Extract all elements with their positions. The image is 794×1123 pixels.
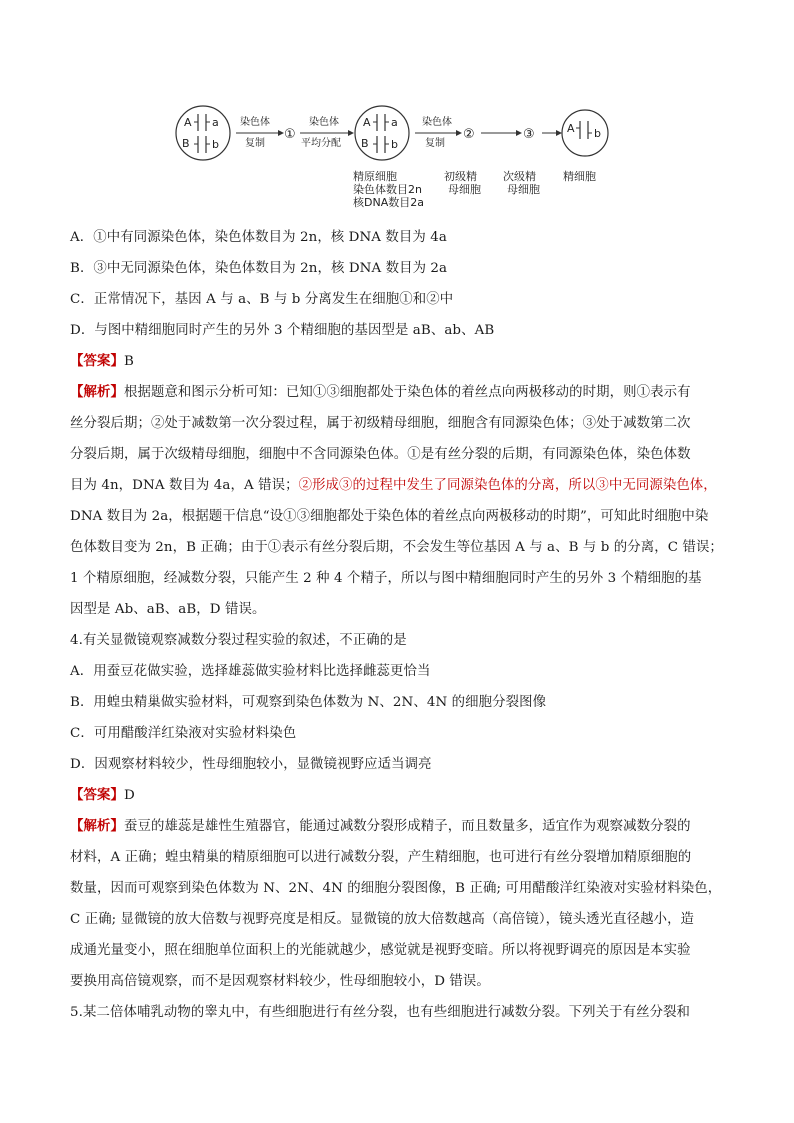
section-tag: 【答案】	[70, 787, 124, 803]
text-span: 数量，因而可观察到染色体数为 N、2N、4N 的细胞分裂图像，B 正确; 可用醋酸洋红染液对实验材料染色，	[70, 881, 722, 896]
text-span: D．与图中精细胞同时产生的另外 3 个精细胞的基因型是 aB、ab、AB	[70, 323, 495, 338]
text-span: A．①中有同源染色体，染色体数目为 2n，核 DNA 数目为 4a	[70, 230, 447, 245]
text-span: DNA 数目为 2a，根据题干信息“设①③细胞都处于染色体的着丝点向两极移动的时期”，可知此时细胞中染	[70, 509, 709, 524]
text-span: 5.某二倍体哺乳动物的睾丸中，有些细胞进行有丝分裂，也有些细胞进行减数分裂。下列关于有丝分裂和	[70, 1005, 691, 1020]
cell2-gene-A: A	[363, 116, 371, 129]
text-span: 4.有关显微镜观察减数分裂过程实验的叙述，不正确的是	[70, 633, 407, 648]
meiosis-diagram-svg	[170, 100, 630, 215]
arrow3-top-label: 染色体	[422, 117, 452, 128]
text-span: C 正确; 显微镜的放大倍数与视野亮度是相反。显微镜的放大倍数越高（高倍镜），镜头透光直径越小，造	[70, 912, 695, 927]
text-line	[70, 222, 730, 253]
arrow3-bottom-label: 复制	[425, 138, 445, 149]
text-line	[70, 718, 730, 749]
label-chromosome-count: 染色体数目2n	[353, 183, 422, 196]
text-span: 蚕豆的雄蕊是雄性生殖器官，能通过减数分裂形成精子，而且数量多，适宜作为观察减数分裂的	[123, 819, 691, 834]
text-span: 分裂后期，属于次级精母细胞，细胞中不含同源染色体。①是有丝分裂的后期，有同源染色体，染色体数	[70, 447, 691, 462]
text-span: 目为 4n，DNA 数目为 4a，A 错误；	[70, 478, 299, 493]
label-dna-count: 核DNA数目2a	[353, 196, 424, 209]
text-line	[70, 811, 730, 842]
text-line	[70, 439, 730, 470]
text-span: 因型是 Ab、aB、aB，D 错误。	[70, 602, 266, 617]
text-span: D	[123, 788, 135, 803]
cell2-gene-b: b	[391, 138, 398, 151]
cell1-gene-b: b	[212, 138, 219, 151]
cell3-gene-b: b	[594, 127, 601, 140]
text-line	[70, 904, 730, 935]
text-line	[70, 594, 730, 625]
label-sperm-cell: 精细胞	[563, 170, 596, 183]
text-line	[70, 625, 730, 656]
cell1-gene-A: A	[184, 116, 192, 129]
arrow2-bottom-label: 平均分配	[301, 138, 341, 149]
arrow1-top-label: 染色体	[240, 117, 270, 128]
text-line	[70, 532, 730, 563]
text-line	[70, 563, 730, 594]
text-span: B	[123, 354, 134, 369]
text-span: B．用蝗虫精巢做实验材料，可观察到染色体数为 N、2N、4N 的细胞分裂图像	[70, 695, 547, 710]
cell2-gene-a: a	[391, 116, 398, 129]
text-span: 色体数目变为 2n，B 正确；由于①表示有丝分裂后期，不会发生等位基因 A 与 a、B 与 b 的分离，C 错误；	[70, 540, 723, 555]
text-line	[70, 749, 730, 780]
text-line	[70, 346, 730, 377]
step-1: ①	[284, 127, 296, 142]
label-primary-2: 母细胞	[448, 183, 481, 196]
text-span: 根据题意和图示分析可知：已知①③细胞都处于染色体的着丝点向两极移动的时期，则①表示有	[123, 385, 691, 400]
label-primary-1: 初级精	[444, 170, 477, 183]
text-span: 丝分裂后期；②处于减数第一次分裂过程，属于初级精母细胞，细胞含有同源染色体；③处于减数第二次	[70, 416, 691, 431]
step-3: ③	[523, 127, 535, 142]
text-span: A．用蚕豆花做实验，选择雄蕊做实验材料比选择雌蕊更恰当	[70, 664, 431, 679]
cell1-gene-a: a	[212, 116, 219, 129]
text-line	[70, 470, 730, 501]
text-line	[70, 315, 730, 346]
cell2-gene-B: B	[361, 137, 369, 150]
text-line	[70, 997, 730, 1028]
text-line	[70, 687, 730, 718]
cell3-gene-A: A	[567, 122, 575, 135]
text-line	[70, 842, 730, 873]
label-secondary-2: 母细胞	[507, 183, 540, 196]
text-line	[70, 501, 730, 532]
cell1-gene-B: B	[182, 137, 190, 150]
text-span: D．因观察材料较少，性母细胞较小，显微镜视野应适当调亮	[70, 757, 432, 772]
meiosis-diagram	[170, 100, 630, 215]
text-span: 要换用高倍镜观察，而不是因观察材料较少，性母细胞较小，D 错误。	[70, 974, 490, 989]
text-line	[70, 656, 730, 687]
label-secondary-1: 次级精	[503, 170, 536, 183]
text-line	[70, 408, 730, 439]
text-line	[70, 253, 730, 284]
cell-1	[176, 106, 230, 160]
section-tag: 【解析】	[70, 384, 124, 400]
text-span: C．可用醋酸洋红染液对实验材料染色	[70, 726, 297, 741]
text-span: 成通光量变小，照在细胞单位面积上的光能就越少，感觉就是视野变暗。所以将视野调亮的原因是本实验	[70, 943, 691, 958]
question-text	[70, 222, 730, 1028]
arrow1-bottom-label: 复制	[245, 138, 265, 149]
text-span: B．③中无同源染色体，染色体数目为 2n，核 DNA 数目为 2a	[70, 261, 448, 276]
text-line	[70, 935, 730, 966]
text-line	[70, 284, 730, 315]
text-line	[70, 873, 730, 904]
label-spermatogonium: 精原细胞	[353, 170, 397, 183]
text-line	[70, 377, 730, 408]
section-tag: 【解析】	[70, 818, 124, 834]
text-span: ②形成③的过程中发生了同源染色体的分离，所以③中无同源染色体，	[298, 478, 717, 493]
text-line	[70, 966, 730, 997]
text-span: C．正常情况下，基因 A 与 a、B 与 b 分离发生在细胞①和②中	[70, 292, 454, 307]
arrow2-top-label: 染色体	[309, 117, 339, 128]
text-span: 材料，A 正确；蝗虫精巢的精原细胞可以进行减数分裂，产生精细胞，也可进行有丝分裂增加精原细胞的	[70, 850, 692, 865]
step-2: ②	[463, 127, 475, 142]
cell-2	[355, 106, 409, 160]
section-tag: 【答案】	[70, 353, 124, 369]
text-span: 1 个精原细胞，经减数分裂，只能产生 2 种 4 个精子，所以与图中精细胞同时产生的另外 3 个精细胞的基	[70, 571, 702, 586]
text-line	[70, 780, 730, 811]
